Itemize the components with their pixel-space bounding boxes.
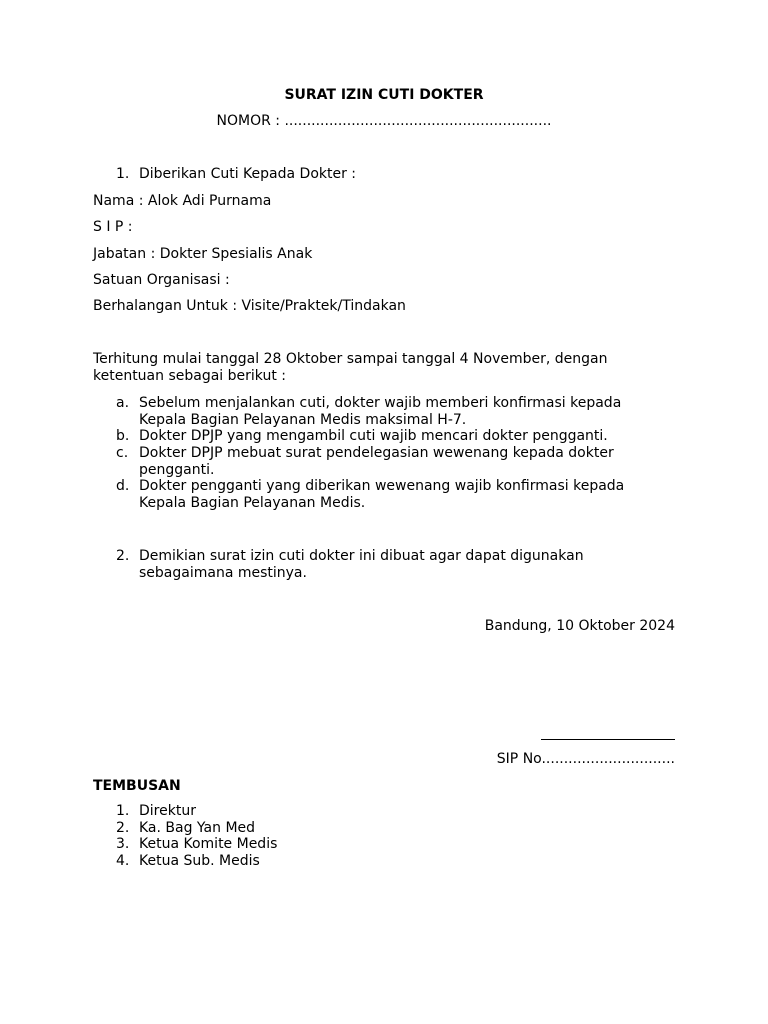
- intro-line-2: ketentuan sebagai berikut :: [93, 368, 286, 384]
- field-nama: Nama : Alok Adi Purnama: [93, 193, 272, 209]
- condition-a-line-1: Sebelum menjalankan cuti, dokter wajib memberi konfirmasi kepada: [139, 395, 622, 411]
- condition-b-line-1: Dokter DPJP yang mengambil cuti wajib mencari dokter pengganti.: [139, 428, 608, 445]
- condition-d-line-2: Kepala Bagian Pelayanan Medis.: [139, 495, 366, 512]
- condition-a: [93, 395, 693, 412]
- tembusan-item: [93, 803, 693, 820]
- tembusan-heading: TEMBUSAN: [93, 778, 181, 794]
- place-date: Bandung, 10 Oktober 2024: [484, 618, 675, 634]
- condition-a-line-2: Kepala Bagian Pelayanan Medis maksimal H-7.: [139, 411, 467, 428]
- condition-c: [93, 445, 693, 462]
- condition-b-letter: b.: [116, 428, 130, 445]
- tembusan-item-text: Ketua Komite Medis: [139, 836, 278, 853]
- sip-number-line: SIP No..............................: [496, 751, 675, 767]
- tembusan-list: [93, 803, 693, 870]
- condition-c-line-1: Dokter DPJP mebuat surat pendelegasian wewenang kepada dokter: [139, 445, 614, 462]
- document-title: SURAT IZIN CUTI DOKTER: [284, 87, 484, 103]
- item-2-line-2: sebagaimana mestinya.: [139, 565, 307, 581]
- signature-line: [541, 739, 675, 740]
- condition-c-line-2: pengganti.: [139, 461, 215, 478]
- item-2-line-1: Demikian surat izin cuti dokter ini dibuat agar dapat digunakan: [139, 548, 584, 564]
- field-jabatan: Jabatan : Dokter Spesialis Anak: [93, 246, 313, 262]
- condition-c-cont: [93, 462, 693, 479]
- condition-d-cont: [93, 495, 693, 512]
- tembusan-item-text: Direktur: [139, 803, 196, 819]
- condition-d-line-1: Dokter pengganti yang diberikan wewenang wajib konfirmasi kepada: [139, 478, 625, 495]
- tembusan-item-text: Ketua Sub. Medis: [139, 853, 260, 870]
- condition-a-cont: [93, 412, 693, 429]
- tembusan-item-number: 4.: [116, 853, 130, 870]
- condition-d: [93, 478, 693, 495]
- conditions-list: [93, 395, 693, 512]
- field-sip: S I P :: [93, 219, 133, 235]
- intro-line-1: Terhitung mulai tanggal 28 Oktober sampai tanggal 4 November, dengan: [93, 351, 608, 367]
- tembusan-item: [93, 853, 693, 870]
- tembusan-item-number: 3.: [116, 836, 130, 853]
- tembusan-item-number: 1.: [116, 803, 130, 819]
- tembusan-item: [93, 820, 693, 837]
- condition-a-letter: a.: [116, 395, 130, 411]
- item-2-number: 2.: [116, 548, 130, 564]
- document-number-line: NOMOR : ............................................................: [216, 113, 552, 129]
- tembusan-item-text: Ka. Bag Yan Med: [139, 819, 256, 836]
- tembusan-item: [93, 836, 693, 853]
- condition-c-letter: c.: [116, 445, 129, 462]
- tembusan-item-number: 2.: [116, 819, 130, 836]
- item-1-text: Diberikan Cuti Kepada Dokter :: [139, 166, 357, 182]
- condition-b: [93, 428, 693, 445]
- condition-d-letter: d.: [116, 478, 130, 495]
- item-1-number: 1.: [116, 166, 130, 182]
- field-berhalangan: Berhalangan Untuk : Visite/Praktek/Tindakan: [93, 298, 406, 314]
- field-satuan-organisasi: Satuan Organisasi :: [93, 272, 230, 288]
